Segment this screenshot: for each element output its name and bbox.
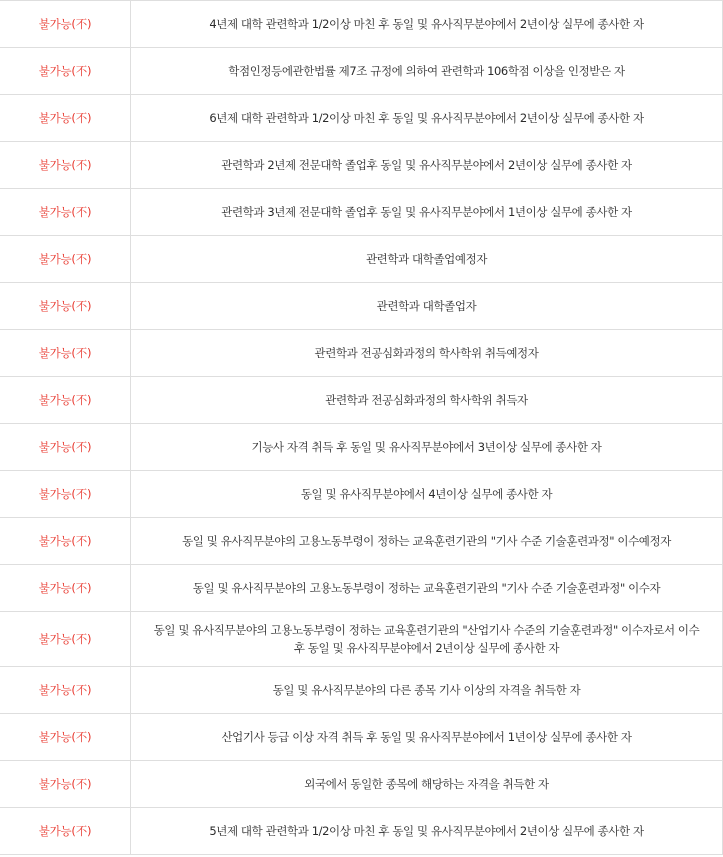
status-cell: 불가능(不) xyxy=(0,189,131,235)
table-row xyxy=(0,612,723,667)
status-cell: 불가능(不) xyxy=(0,667,131,713)
status-cell: 불가능(不) xyxy=(0,95,131,141)
condition-cell: 동일 및 유사직무분야의 다른 종목 기사 이상의 자격을 취득한 자 xyxy=(131,667,723,713)
condition-cell: 관련학과 대학졸업자 xyxy=(131,283,723,329)
condition-cell: 4년제 대학 관련학과 1/2이상 마친 후 동일 및 유사직무분야에서 2년이상 실무에 종사한 자 xyxy=(131,1,723,47)
table-row xyxy=(0,761,723,808)
status-cell: 불가능(不) xyxy=(0,48,131,94)
condition-cell: 학점인정등에관한법률 제7조 규정에 의하여 관련학과 106학점 이상을 인정받은 자 xyxy=(131,48,723,94)
status-cell: 불가능(不) xyxy=(0,236,131,282)
condition-cell: 동일 및 유사직무분야의 고용노동부령이 정하는 교육훈련기관의 "산업기사 수준의 기술훈련과정" 이수자로서 이수후 동일 및 유사직무분야에서 2년이상 실무에 종사한 자 xyxy=(131,612,723,666)
table-row xyxy=(0,377,723,424)
table-row xyxy=(0,808,723,855)
table-row xyxy=(0,95,723,142)
table-row xyxy=(0,471,723,518)
status-cell: 불가능(不) xyxy=(0,714,131,760)
condition-cell: 동일 및 유사직무분야의 고용노동부령이 정하는 교육훈련기관의 "기사 수준 기술훈련과정" 이수자 xyxy=(131,565,723,611)
condition-cell: 동일 및 유사직무분야에서 4년이상 실무에 종사한 자 xyxy=(131,471,723,517)
condition-cell: 관련학과 2년제 전문대학 졸업후 동일 및 유사직무분야에서 2년이상 실무에 종사한 자 xyxy=(131,142,723,188)
status-cell: 불가능(不) xyxy=(0,424,131,470)
status-cell: 불가능(不) xyxy=(0,518,131,564)
status-cell: 불가능(不) xyxy=(0,142,131,188)
condition-cell: 관련학과 전공심화과정의 학사학위 취득자 xyxy=(131,377,723,423)
table-row xyxy=(0,189,723,236)
condition-cell: 기능사 자격 취득 후 동일 및 유사직무분야에서 3년이상 실무에 종사한 자 xyxy=(131,424,723,470)
table-row xyxy=(0,518,723,565)
table-row xyxy=(0,424,723,471)
status-cell: 불가능(不) xyxy=(0,471,131,517)
status-cell: 불가능(不) xyxy=(0,612,131,666)
table-row xyxy=(0,1,723,48)
status-cell: 불가능(不) xyxy=(0,330,131,376)
condition-cell: 관련학과 전공심화과정의 학사학위 취득예정자 xyxy=(131,330,723,376)
status-cell: 불가능(不) xyxy=(0,283,131,329)
condition-cell: 6년제 대학 관련학과 1/2이상 마친 후 동일 및 유사직무분야에서 2년이상 실무에 종사한 자 xyxy=(131,95,723,141)
status-cell: 불가능(不) xyxy=(0,761,131,807)
status-cell: 불가능(不) xyxy=(0,377,131,423)
status-cell: 불가능(不) xyxy=(0,565,131,611)
table-row xyxy=(0,48,723,95)
table-row xyxy=(0,142,723,189)
condition-cell: 관련학과 대학졸업예정자 xyxy=(131,236,723,282)
condition-cell: 외국에서 동일한 종목에 해당하는 자격을 취득한 자 xyxy=(131,761,723,807)
table-row xyxy=(0,714,723,761)
condition-cell: 산업기사 등급 이상 자격 취득 후 동일 및 유사직무분야에서 1년이상 실무에 종사한 자 xyxy=(131,714,723,760)
status-cell: 불가능(不) xyxy=(0,808,131,854)
table-row xyxy=(0,330,723,377)
condition-cell: 관련학과 3년제 전문대학 졸업후 동일 및 유사직무분야에서 1년이상 실무에 종사한 자 xyxy=(131,189,723,235)
table-row xyxy=(0,236,723,283)
table-row xyxy=(0,565,723,612)
condition-cell: 동일 및 유사직무분야의 고용노동부령이 정하는 교육훈련기관의 "기사 수준 기술훈련과정" 이수예정자 xyxy=(131,518,723,564)
condition-cell: 5년제 대학 관련학과 1/2이상 마친 후 동일 및 유사직무분야에서 2년이상 실무에 종사한 자 xyxy=(131,808,723,854)
table-row xyxy=(0,283,723,330)
table-row xyxy=(0,667,723,714)
status-cell: 불가능(不) xyxy=(0,1,131,47)
